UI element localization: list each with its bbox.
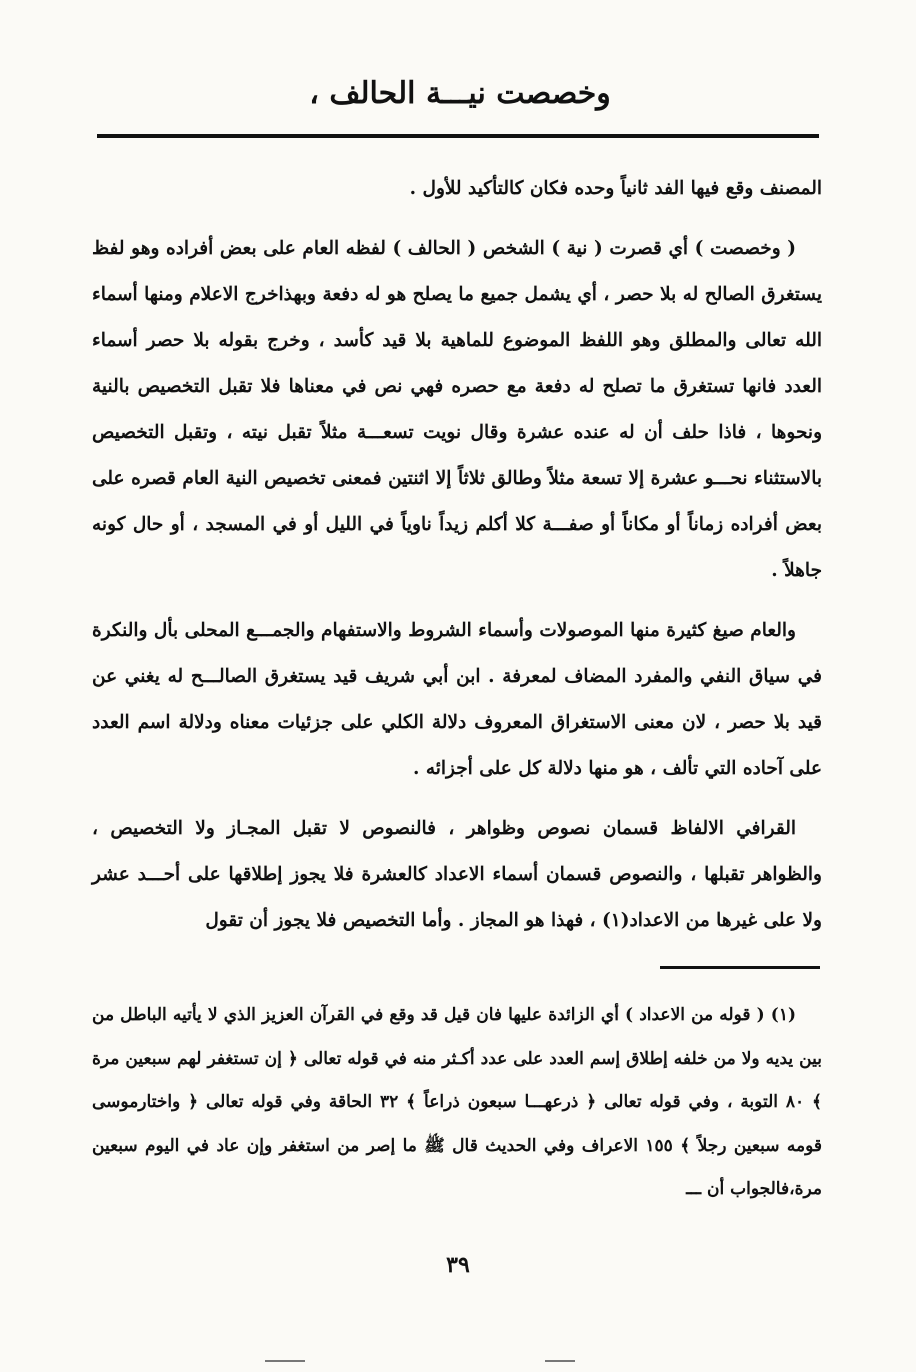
main-text: [92, 166, 822, 958]
footnote-text: (١) ( قوله من الاعداد ) أي الزائدة عليها فان قيل قد وقع في القرآن العزيز الذي لا يأتيه الباطل من بين يديه ولا من خلفه إطلاق إسم العدد على عدد أكـثر منه في قوله تعالى ﴿ إن تستغفر لهم سبعين مرة ﴾ ٨٠ التوبة ، وفي قوله تعالى ﴿ ذرعهـــا سبعون ذراعاً ﴾ ٣٢ الحاقة وفي قوله تعالى ﴿ واختارموسى قومه سبعين رجلاً ﴾ ١٥٥ الاعراف وفي الحديث قال ﷺ ما إصر من استغفر وإن عاد في اليوم سبعين مرة،فالجواب أن ـــ: [92, 1005, 822, 1199]
scan-mark: [265, 1360, 305, 1362]
page-number: ٣٩: [446, 1252, 470, 1278]
paragraph-2: ( وخصصت ) أي قصرت ( نية ) الشخص ( الحالف ) لفظه العام على بعض أفراده وهو لفظ يستغرق الصالح له بلا حصر ، أي يشمل جميع ما يصلح هو له دفعة وبهذاخرج الاعلام ومنها أسماء الله تعالى والمطلق وهو اللفظ الموضوع للماهية بلا قيد كأسد ، وخرج بقوله بلا حصر أسماء العدد فانها تستغرق ما تصلح له دفعة مع حصره فهي نص في معناها فلا تقبل التخصيص بالنية ونحوها ، فاذا حلف أن له عنده عشرة وقال نويت تسعـــة مثلاً تقبل نيته ، وتقبل التخصيص بالاستثناء نحـــو عشرة إلا تسعة مثلاً وطالق ثلاثاً إلا اثنتين فمعنى تخصيص النية العام قصره على بعض أفراده زماناً أو مكاناً أو صفـــة كلا أكلم زيداً ناوياً في الليل أو في المسجد ، أو حال كونه جاهلاً .: [92, 238, 822, 581]
paragraph-3: والعام صيغ كثيرة منها الموصولات وأسماء الشروط والاستفهام والجمـــع المحلى بأل والنكرة في سياق النفي والمفرد المضاف لمعرفة . ابن أبي شريف قيد يستغرق الصالـــح له يغني عن قيد بلا حصر ، لان معنى الاستغراق المعروف دلالة الكلي على جزئيات معناه ودلالة اسم العدد على آحاده التي تألف ، هو منها دلالة كل على أجزائه .: [92, 620, 822, 779]
scan-mark: [545, 1360, 575, 1362]
paragraph-1: المصنف وقع فيها الفد ثانياً وحده فكان كالتأكيد للأول .: [409, 178, 822, 199]
paragraph-4: القرافي الالفاظ قسمان نصوص وظواهر ، فالنصوص لا تقبل المجـاز ولا التخصيص ، والظواهر تقبلها ، والنصوص قسمان أسماء الاعداد كالعشرة فلا يجوز إطلاقها على أحـــد عشر ولا على غيرها من الاعداد(١) ، فهذا هو المجاز . وأما التخصيص فلا يجوز أن تقول: [92, 818, 822, 931]
header-rule: [97, 134, 819, 138]
footnote-rule: [660, 966, 820, 969]
footnote: [92, 994, 822, 1212]
running-header: وخصصت نيـــة الحالف ،: [309, 76, 611, 111]
